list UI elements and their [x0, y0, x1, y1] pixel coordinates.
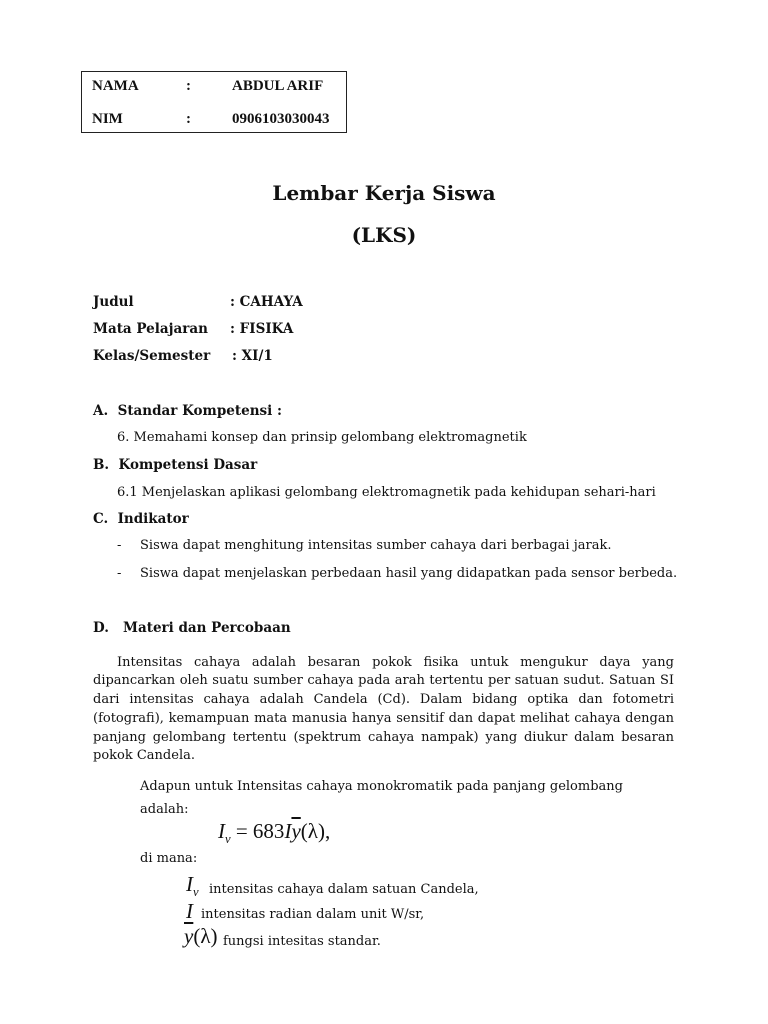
indicator-item: Siswa dapat menghitung intensitas sumber cahaya dari berbagai jarak. [140, 538, 612, 553]
paragraph-line: Intensitas cahaya adalah besaran pokok fisika untuk mengukur daya yang [117, 655, 674, 670]
page-title: Lembar Kerja Siswa [272, 181, 496, 205]
formula-lhs-sub: v [225, 832, 231, 847]
def-symbol [186, 899, 193, 924]
indicator-item: Siswa dapat menjelaskan perbedaan hasil yang didapatkan pada sensor berbeda. [140, 566, 678, 581]
formula-eq: = 683 [230, 819, 285, 843]
meta-value-mapel: : FISIKA [230, 321, 294, 337]
section-d-heading: D. Materi dan Percobaan [93, 620, 291, 636]
def-symbol-ybar: $\overline{y}$ [184, 924, 194, 948]
bullet-dash: - [117, 538, 122, 553]
def-symbol-arg: (λ) [193, 924, 218, 948]
name-label: NAMA [92, 78, 139, 94]
formula-arg: (λ) [300, 819, 325, 843]
section-a-heading: A. Standar Kompetensi : [93, 403, 282, 419]
def-symbol [186, 872, 199, 900]
meta-label-kelas: Kelas/Semester [93, 348, 211, 364]
formula-intro: Adapun untuk Intensitas cahaya monokromatik pada panjang gelombang [140, 779, 623, 794]
def-symbol-sub: v [193, 885, 199, 900]
formula-end: , [324, 819, 331, 843]
section-b-text: 6.1 Menjelaskan aplikasi gelombang elektromagnetik pada kehidupan sehari-hari [117, 485, 656, 500]
section-b-heading: B. Kompetensi Dasar [93, 457, 258, 473]
paragraph-line: dari intensitas cahaya adalah Candela (Cd). Dalam bidang optika dan fotometri [93, 692, 674, 707]
meta-value-kelas: : XI/1 [232, 348, 273, 364]
formula-intro-end: adalah: [140, 802, 189, 817]
bullet-dash: - [117, 566, 122, 581]
paragraph-line: (fotografi), kemampuan mata manusia hanya sensitif dan dapat melihat cahaya dengan [93, 711, 674, 726]
paragraph-line: panjang gelombang tertentu (spektrum cahaya nampak) yang diukur dalam besaran [93, 730, 674, 745]
meta-label-judul: Judul [93, 294, 134, 310]
section-c-heading: C. Indikator [93, 511, 189, 527]
def-text: intensitas cahaya dalam satuan Candela, [209, 882, 479, 897]
nim-label: NIM [92, 111, 123, 127]
def-text: fungsi intesitas standar. [223, 934, 381, 949]
where-label: di mana: [140, 851, 198, 866]
def-text: intensitas radian dalam unit W/sr, [201, 907, 425, 922]
def-symbol-i: I [186, 899, 193, 923]
name-colon: : [186, 78, 191, 94]
def-symbol-iv: I [186, 872, 193, 896]
paragraph-line: pokok Candela. [93, 748, 195, 763]
section-a-text: 6. Memahami konsep dan prinsip gelombang elektromagnetik [117, 430, 527, 445]
paragraph-line: dipancarkan oleh suatu sumber cahaya pada arah tertentu per satuan sudut. Satuan SI [93, 673, 674, 688]
formula-rhs: I [284, 819, 292, 843]
identity-box [81, 71, 347, 133]
name-value: ABDUL ARIF [232, 78, 324, 94]
meta-value-judul: : CAHAYA [230, 294, 303, 310]
nim-value: 0906103030043 [232, 111, 330, 127]
meta-label-mapel: Mata Pelajaran [93, 321, 208, 337]
formula-lhs: I [218, 819, 225, 843]
def-symbol [184, 924, 218, 949]
nim-colon: : [186, 111, 191, 127]
page-subtitle: (LKS) [351, 223, 417, 247]
luminous-intensity-formula [218, 819, 330, 847]
formula-ybar: $\overline{y}$ [291, 819, 301, 843]
